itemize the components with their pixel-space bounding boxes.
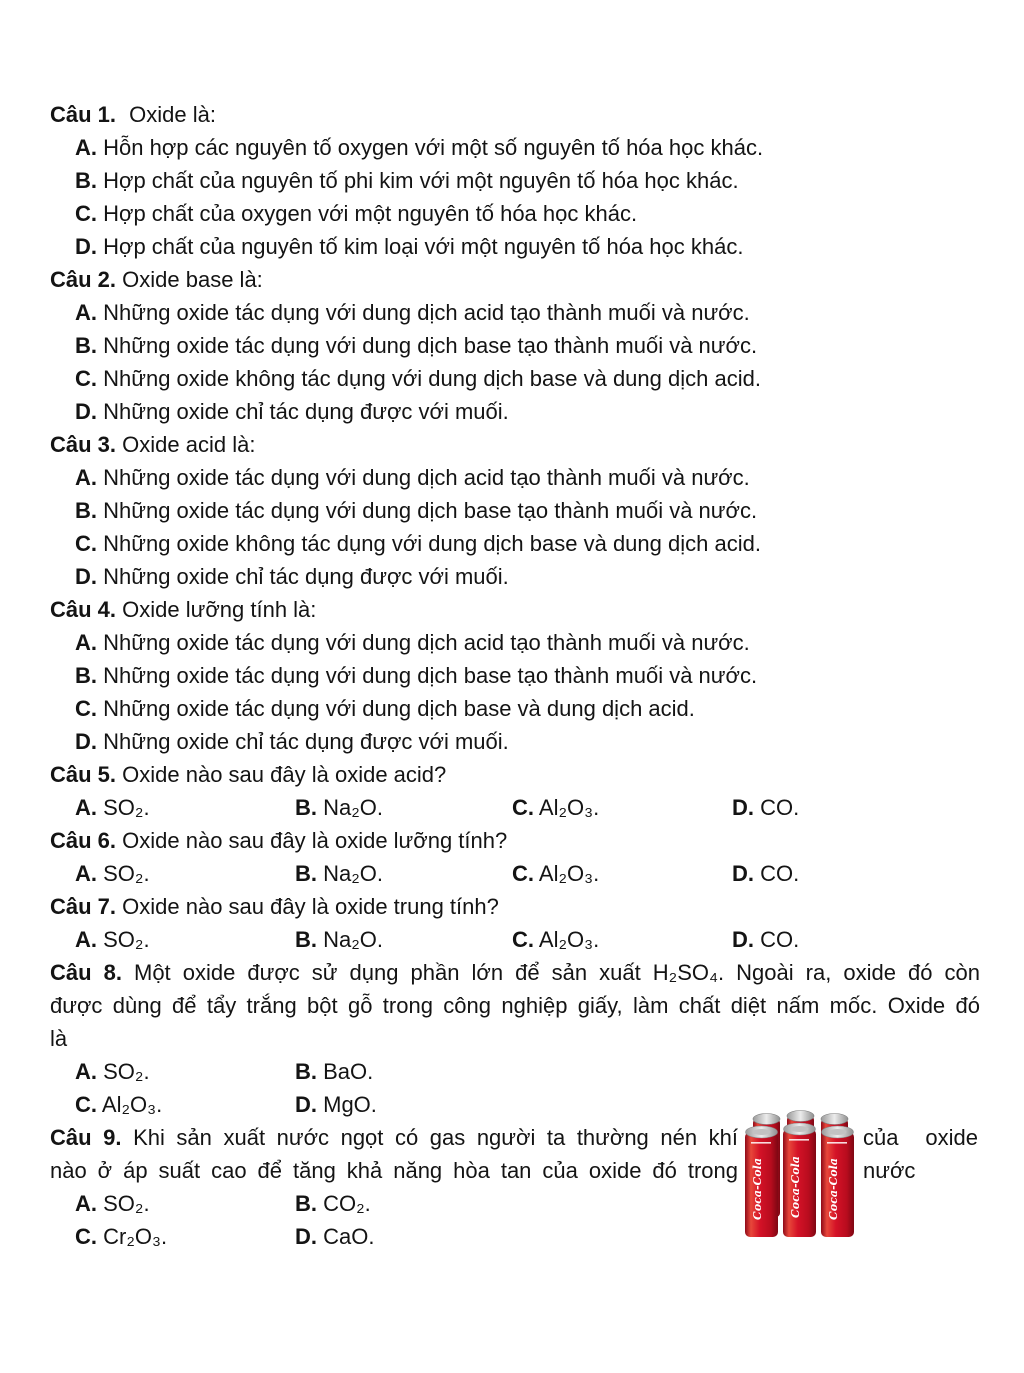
question-number: Câu 1.: [50, 102, 117, 127]
question-3: [50, 428, 980, 593]
question-4-option-c: [50, 692, 980, 725]
option-d: [732, 857, 799, 890]
option-text: Những oxide không tác dụng với dung dịch base và dung dịch acid.: [103, 366, 761, 391]
question-text: Một oxide được sử dụng phần lớn để sản xuất H₂SO₄. Ngoài ra, oxide đó còn: [134, 960, 980, 985]
option-b: [295, 1187, 371, 1220]
option-text: BaO.: [323, 1059, 374, 1084]
option-letter: D.: [732, 795, 754, 820]
question-9-text-right-2: nước: [863, 1158, 916, 1183]
option-d: [732, 923, 799, 956]
question-5-options: [50, 791, 980, 824]
option-text: MgO.: [323, 1092, 377, 1117]
option-c: [512, 923, 599, 956]
question-3-header: [50, 428, 980, 461]
option-text: CO.: [760, 927, 800, 952]
question-title: Oxide acid là:: [122, 432, 256, 457]
option-text: Hợp chất của nguyên tố phi kim với một nguyên tố hóa học khác.: [103, 168, 739, 193]
svg-text:Coca-Cola: Coca-Cola: [789, 1156, 802, 1218]
option-text: Những oxide tác dụng với dung dịch acid tạo thành muối và nước.: [103, 630, 750, 655]
question-title: Oxide là:: [129, 102, 216, 127]
option-letter: C.: [512, 861, 534, 886]
question-8-text-line-1: [50, 956, 980, 989]
option-text: Cr₂O₃.: [103, 1224, 168, 1249]
question-text: Khi sản xuất nước ngọt có gas người ta thường nén khí: [133, 1125, 738, 1150]
question-1: [50, 98, 980, 263]
option-text: SO₂.: [103, 1059, 150, 1084]
option-letter: A.: [75, 630, 97, 655]
option-letter: C.: [75, 531, 97, 556]
option-letter: A.: [75, 861, 97, 886]
question-1-option-b: [50, 164, 980, 197]
question-2-option-a: [50, 296, 980, 329]
question-8-text-line-3: [50, 1022, 980, 1055]
question-4-option-a: [50, 626, 980, 659]
question-text: là: [50, 1026, 68, 1051]
option-letter: D.: [75, 399, 97, 424]
option-letter: C.: [512, 927, 534, 952]
option-text: Những oxide chỉ tác dụng được với muối.: [103, 564, 509, 589]
option-letter: C.: [75, 201, 97, 226]
option-letter: D.: [75, 564, 97, 589]
question-title: Oxide nào sau đây là oxide lưỡng tính?: [122, 828, 508, 853]
option-text: Những oxide tác dụng với dung dịch base tạo thành muối và nước.: [103, 663, 758, 688]
question-4-header: [50, 593, 980, 626]
question-7: [50, 890, 980, 956]
option-a: [75, 923, 150, 956]
option-d: [295, 1088, 377, 1121]
option-letter: A.: [75, 465, 97, 490]
question-number: Câu 3.: [50, 432, 117, 457]
option-letter: B.: [75, 333, 97, 358]
option-letter: D.: [295, 1224, 317, 1249]
option-text: Al₂O₃.: [538, 927, 600, 952]
option-text: Al₂O₃.: [538, 861, 600, 886]
question-8-text-line-2: [50, 989, 980, 1022]
question-1-option-c: [50, 197, 980, 230]
option-letter: D.: [75, 234, 97, 259]
question-number: Câu 7.: [50, 894, 117, 919]
option-c: [512, 857, 599, 890]
option-a: [75, 1187, 150, 1220]
option-letter: B.: [295, 1191, 317, 1216]
option-letter: C.: [75, 1092, 97, 1117]
option-text: Những oxide tác dụng với dung dịch base tạo thành muối và nước.: [103, 333, 758, 358]
option-letter: B.: [295, 861, 317, 886]
option-text: Al₂O₃.: [538, 795, 600, 820]
option-letter: C.: [75, 366, 97, 391]
question-title: Oxide base là:: [122, 267, 263, 292]
option-d: [732, 791, 799, 824]
question-number: Câu 4.: [50, 597, 117, 622]
question-9-options-row-2: [50, 1220, 980, 1253]
question-number: Câu 6.: [50, 828, 117, 853]
option-a: [75, 1055, 150, 1088]
question-number: Câu 2.: [50, 267, 117, 292]
question-9-text-line-2: [50, 1154, 738, 1187]
option-text: Những oxide tác dụng với dung dịch acid tạo thành muối và nước.: [103, 300, 750, 325]
question-6-header: [50, 824, 980, 857]
option-c: [75, 1220, 167, 1253]
option-b: [295, 1055, 373, 1088]
option-text: Những oxide không tác dụng với dung dịch base và dung dịch acid.: [103, 531, 761, 556]
option-text: Hỗn hợp các nguyên tố oxygen với một số nguyên tố hóa học khác.: [103, 135, 764, 160]
option-a: [75, 791, 150, 824]
option-text: Al₂O₃.: [101, 1092, 163, 1117]
question-3-option-d: [50, 560, 980, 593]
option-text: Hợp chất của oxygen với một nguyên tố hóa học khác.: [103, 201, 638, 226]
option-text: SO₂.: [103, 1191, 150, 1216]
option-text: SO₂.: [103, 927, 150, 952]
question-9-text-line-1: [50, 1121, 738, 1154]
worksheet-page: [50, 98, 980, 1253]
option-text: Những oxide tác dụng với dung dịch acid tạo thành muối và nước.: [103, 465, 750, 490]
option-letter: B.: [295, 795, 317, 820]
question-8: [50, 956, 980, 1121]
question-3-option-b: [50, 494, 980, 527]
question-6: [50, 824, 980, 890]
question-2-option-d: [50, 395, 980, 428]
option-text: SO₂.: [103, 861, 150, 886]
option-b: [295, 857, 383, 890]
question-number: Câu 8.: [50, 960, 122, 985]
option-text: CO.: [760, 795, 800, 820]
option-b: [295, 923, 383, 956]
option-letter: D.: [295, 1092, 317, 1117]
question-title: Oxide nào sau đây là oxide trung tính?: [122, 894, 499, 919]
option-c: [75, 1088, 162, 1121]
option-letter: C.: [75, 696, 97, 721]
option-letter: C.: [512, 795, 534, 820]
question-5: [50, 758, 980, 824]
option-letter: C.: [75, 1224, 97, 1249]
question-9: [50, 1121, 980, 1253]
option-text: Na₂O.: [323, 795, 384, 820]
question-1-option-a: [50, 131, 980, 164]
question-4-option-b: [50, 659, 980, 692]
option-text: Những oxide chỉ tác dụng được với muối.: [103, 399, 509, 424]
question-2-option-c: [50, 362, 980, 395]
question-2-header: [50, 263, 980, 296]
option-text: Những oxide tác dụng với dung dịch base và dung dịch acid.: [103, 696, 695, 721]
option-text: CaO.: [323, 1224, 375, 1249]
option-text: Na₂O.: [323, 927, 384, 952]
option-a: [75, 857, 150, 890]
question-number: Câu 9.: [50, 1125, 122, 1150]
option-letter: D.: [732, 861, 754, 886]
question-9-text-right-1: của oxide: [863, 1125, 978, 1150]
question-number: Câu 5.: [50, 762, 117, 787]
question-text: được dùng để tẩy trắng bột gỗ trong công nghiệp giấy, làm chất diệt nấm mốc. Oxide đó: [50, 993, 980, 1018]
option-text: CO.: [760, 861, 800, 886]
question-3-option-a: [50, 461, 980, 494]
question-1-header: [50, 98, 980, 131]
option-text: SO₂.: [103, 795, 150, 820]
svg-text:Coca-Cola: Coca-Cola: [827, 1158, 840, 1220]
question-3-option-c: [50, 527, 980, 560]
question-9-options-row-1: [50, 1187, 980, 1220]
option-letter: A.: [75, 300, 97, 325]
option-letter: B.: [75, 663, 97, 688]
option-letter: A.: [75, 1059, 97, 1084]
option-letter: B.: [295, 1059, 317, 1084]
question-4: [50, 593, 980, 758]
option-letter: A.: [75, 927, 97, 952]
question-title: Oxide nào sau đây là oxide acid?: [122, 762, 447, 787]
question-4-option-d: [50, 725, 980, 758]
option-letter: D.: [732, 927, 754, 952]
question-title: Oxide lưỡng tính là:: [122, 597, 317, 622]
option-b: [295, 791, 383, 824]
question-8-options-row-1: [50, 1055, 980, 1088]
question-2: [50, 263, 980, 428]
option-letter: D.: [75, 729, 97, 754]
question-5-header: [50, 758, 980, 791]
option-letter: A.: [75, 795, 97, 820]
option-d: [295, 1220, 374, 1253]
option-letter: A.: [75, 135, 97, 160]
option-text: Những oxide chỉ tác dụng được với muối.: [103, 729, 509, 754]
question-2-option-b: [50, 329, 980, 362]
option-text: Na₂O.: [323, 861, 384, 886]
option-text: CO₂.: [323, 1191, 371, 1216]
option-text: Những oxide tác dụng với dung dịch base tạo thành muối và nước.: [103, 498, 758, 523]
question-7-header: [50, 890, 980, 923]
option-text: Hợp chất của nguyên tố kim loại với một nguyên tố hóa học khác.: [103, 234, 744, 259]
option-letter: B.: [295, 927, 317, 952]
option-c: [512, 791, 599, 824]
option-letter: B.: [75, 498, 97, 523]
question-7-options: [50, 923, 980, 956]
question-text: nào ở áp suất cao để tăng khả năng hòa tan của oxide đó trong: [50, 1158, 738, 1183]
svg-text:Coca-Cola: Coca-Cola: [751, 1158, 764, 1220]
option-letter: A.: [75, 1191, 97, 1216]
option-letter: B.: [75, 168, 97, 193]
question-1-option-d: [50, 230, 980, 263]
question-6-options: [50, 857, 980, 890]
